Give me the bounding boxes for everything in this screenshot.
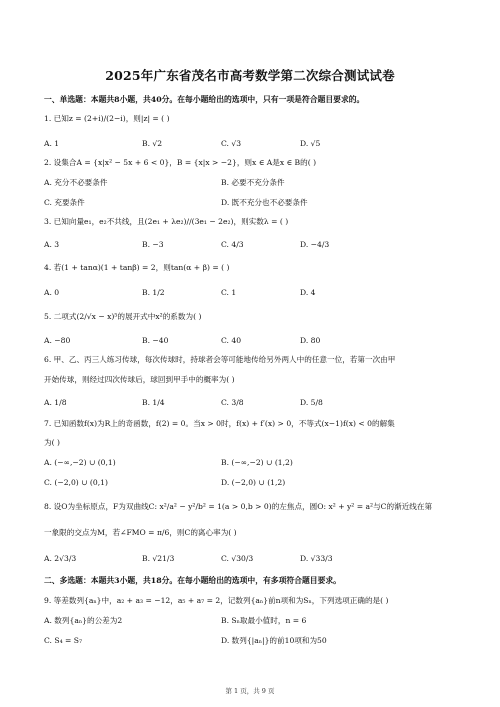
- q5-option-b: B. −40: [142, 336, 169, 345]
- section-single-choice: 一、单选题：本题共8小题，共40分。在每小题给出的选项中，只有一项是符合题目要求的。: [44, 95, 365, 104]
- q9-option-a: A. 数列{aₙ}的公差为2: [44, 616, 123, 625]
- q6-option-c: C. 3/8: [221, 398, 244, 407]
- q4-option-c: C. 1: [221, 288, 237, 297]
- q1-option-b: B. √2: [142, 139, 163, 148]
- q8-option-d: D. √33/3: [300, 554, 333, 563]
- q5-option-c: C. 40: [221, 336, 242, 345]
- q8-line2: 一象限的交点为M，若∠FMO = π/6，则C的离心率为( ): [44, 528, 237, 537]
- q9-option-c: C. S₄ = S₇: [44, 636, 83, 645]
- q4-stem: 4. 若(1 + tanα)(1 + tanβ) = 2，则tan(α + β) = ( ): [44, 263, 230, 272]
- q7-line1: 7. 已知函数f(x)为R上的奇函数，f(2) = 0。当x > 0时，f(x) + f′(x) > 0，不等式(x−1)f(x) < 0的解集: [44, 419, 395, 428]
- q7-option-c: C. (−2,0) ∪ (0,1): [44, 478, 108, 487]
- q5-stem: 5. 二项式(2/√x − x)⁵的展开式中x²的系数为( ): [44, 312, 202, 321]
- q6-line2: 开始传球，则经过四次传球后，球回到甲手中的概率为( ): [44, 375, 235, 384]
- page-footer: 第 1 页，共 9 页: [225, 687, 275, 695]
- q2-option-d: D. 既不充分也不必要条件: [221, 198, 308, 207]
- q4-option-a: A. 0: [44, 288, 60, 297]
- q1-option-a: A. 1: [44, 139, 60, 148]
- q1-option-c: C. √3: [221, 139, 242, 148]
- q5-option-a: A. −80: [44, 336, 71, 345]
- q7-option-d: D. (−2,0) ∪ (1,2): [221, 478, 286, 487]
- q3-option-c: C. 4/3: [221, 240, 244, 249]
- q2-stem: 2. 设集合A = {x|x² − 5x + 6 < 0}，B = {x|x > −2}，则x ∈ A是x ∈ B的( ): [44, 158, 317, 167]
- q9-option-b: B. Sₙ取最小值时，n = 6: [221, 616, 307, 625]
- q2-option-c: C. 充要条件: [44, 198, 85, 207]
- page-title: 2025年广东省茂名市高考数学第二次综合测试试卷: [105, 68, 395, 83]
- q4-option-b: B. 1/2: [142, 288, 165, 297]
- q1-stem: 1. 已知z = (2+i)/(2−i)，则|z| = ( ): [44, 114, 170, 123]
- q6-option-d: D. 5/8: [300, 398, 323, 407]
- q3-option-b: B. −3: [142, 240, 164, 249]
- q6-line1: 6. 甲、乙、丙三人练习传球，每次传球时，持球者会等可能地传给另外两人中的任意一位，若第一次由甲: [44, 355, 396, 364]
- q3-option-d: D. −4/3: [300, 240, 330, 249]
- q8-option-c: C. √30/3: [221, 554, 254, 563]
- q7-option-a: A. (−∞,−2) ∪ (0,1): [44, 458, 116, 467]
- q8-line1: 8. 设O为坐标原点，F为双曲线C: x²/a² − y²/b² = 1(a > 0,b > 0)的左焦点，圆O: x² + y² = a²与C的渐近线在第: [44, 502, 433, 511]
- q2-option-b: B. 必要不充分条件: [221, 178, 285, 187]
- q8-option-b: B. √21/3: [142, 554, 175, 563]
- q1-option-d: D. √5: [300, 139, 321, 148]
- q3-option-a: A. 3: [44, 240, 60, 249]
- q7-option-b: B. (−∞,−2) ∪ (1,2): [221, 458, 293, 467]
- q9-stem: 9. 等差数列{aₙ}中，a₂ + a₃ = −12，a₅ + a₇ = 2，记数列{aₙ}前n项和为Sₙ，下列选项正确的是( ): [44, 596, 389, 605]
- q2-option-a: A. 充分不必要条件: [44, 178, 108, 187]
- q6-option-b: B. 1/4: [142, 398, 165, 407]
- q9-option-d: D. 数列{|aₙ|}的前10项和为50: [221, 636, 327, 645]
- q4-option-d: D. 4: [300, 288, 316, 297]
- q3-stem: 3. 已知向量e₁，e₂不共线，且(2e₁ + λe₂)//(3e₁ − 2e₂)，则实数λ = ( ): [44, 217, 289, 226]
- q7-line2: 为( ): [44, 438, 60, 447]
- q6-option-a: A. 1/8: [44, 398, 67, 407]
- q5-option-d: D. 80: [300, 336, 321, 345]
- q8-option-a: A. 2√3/3: [44, 554, 77, 563]
- section-multi-choice: 二、多选题：本题共3小题，共18分。在每小题给出的选项中，有多项符合题目要求。: [44, 576, 341, 585]
